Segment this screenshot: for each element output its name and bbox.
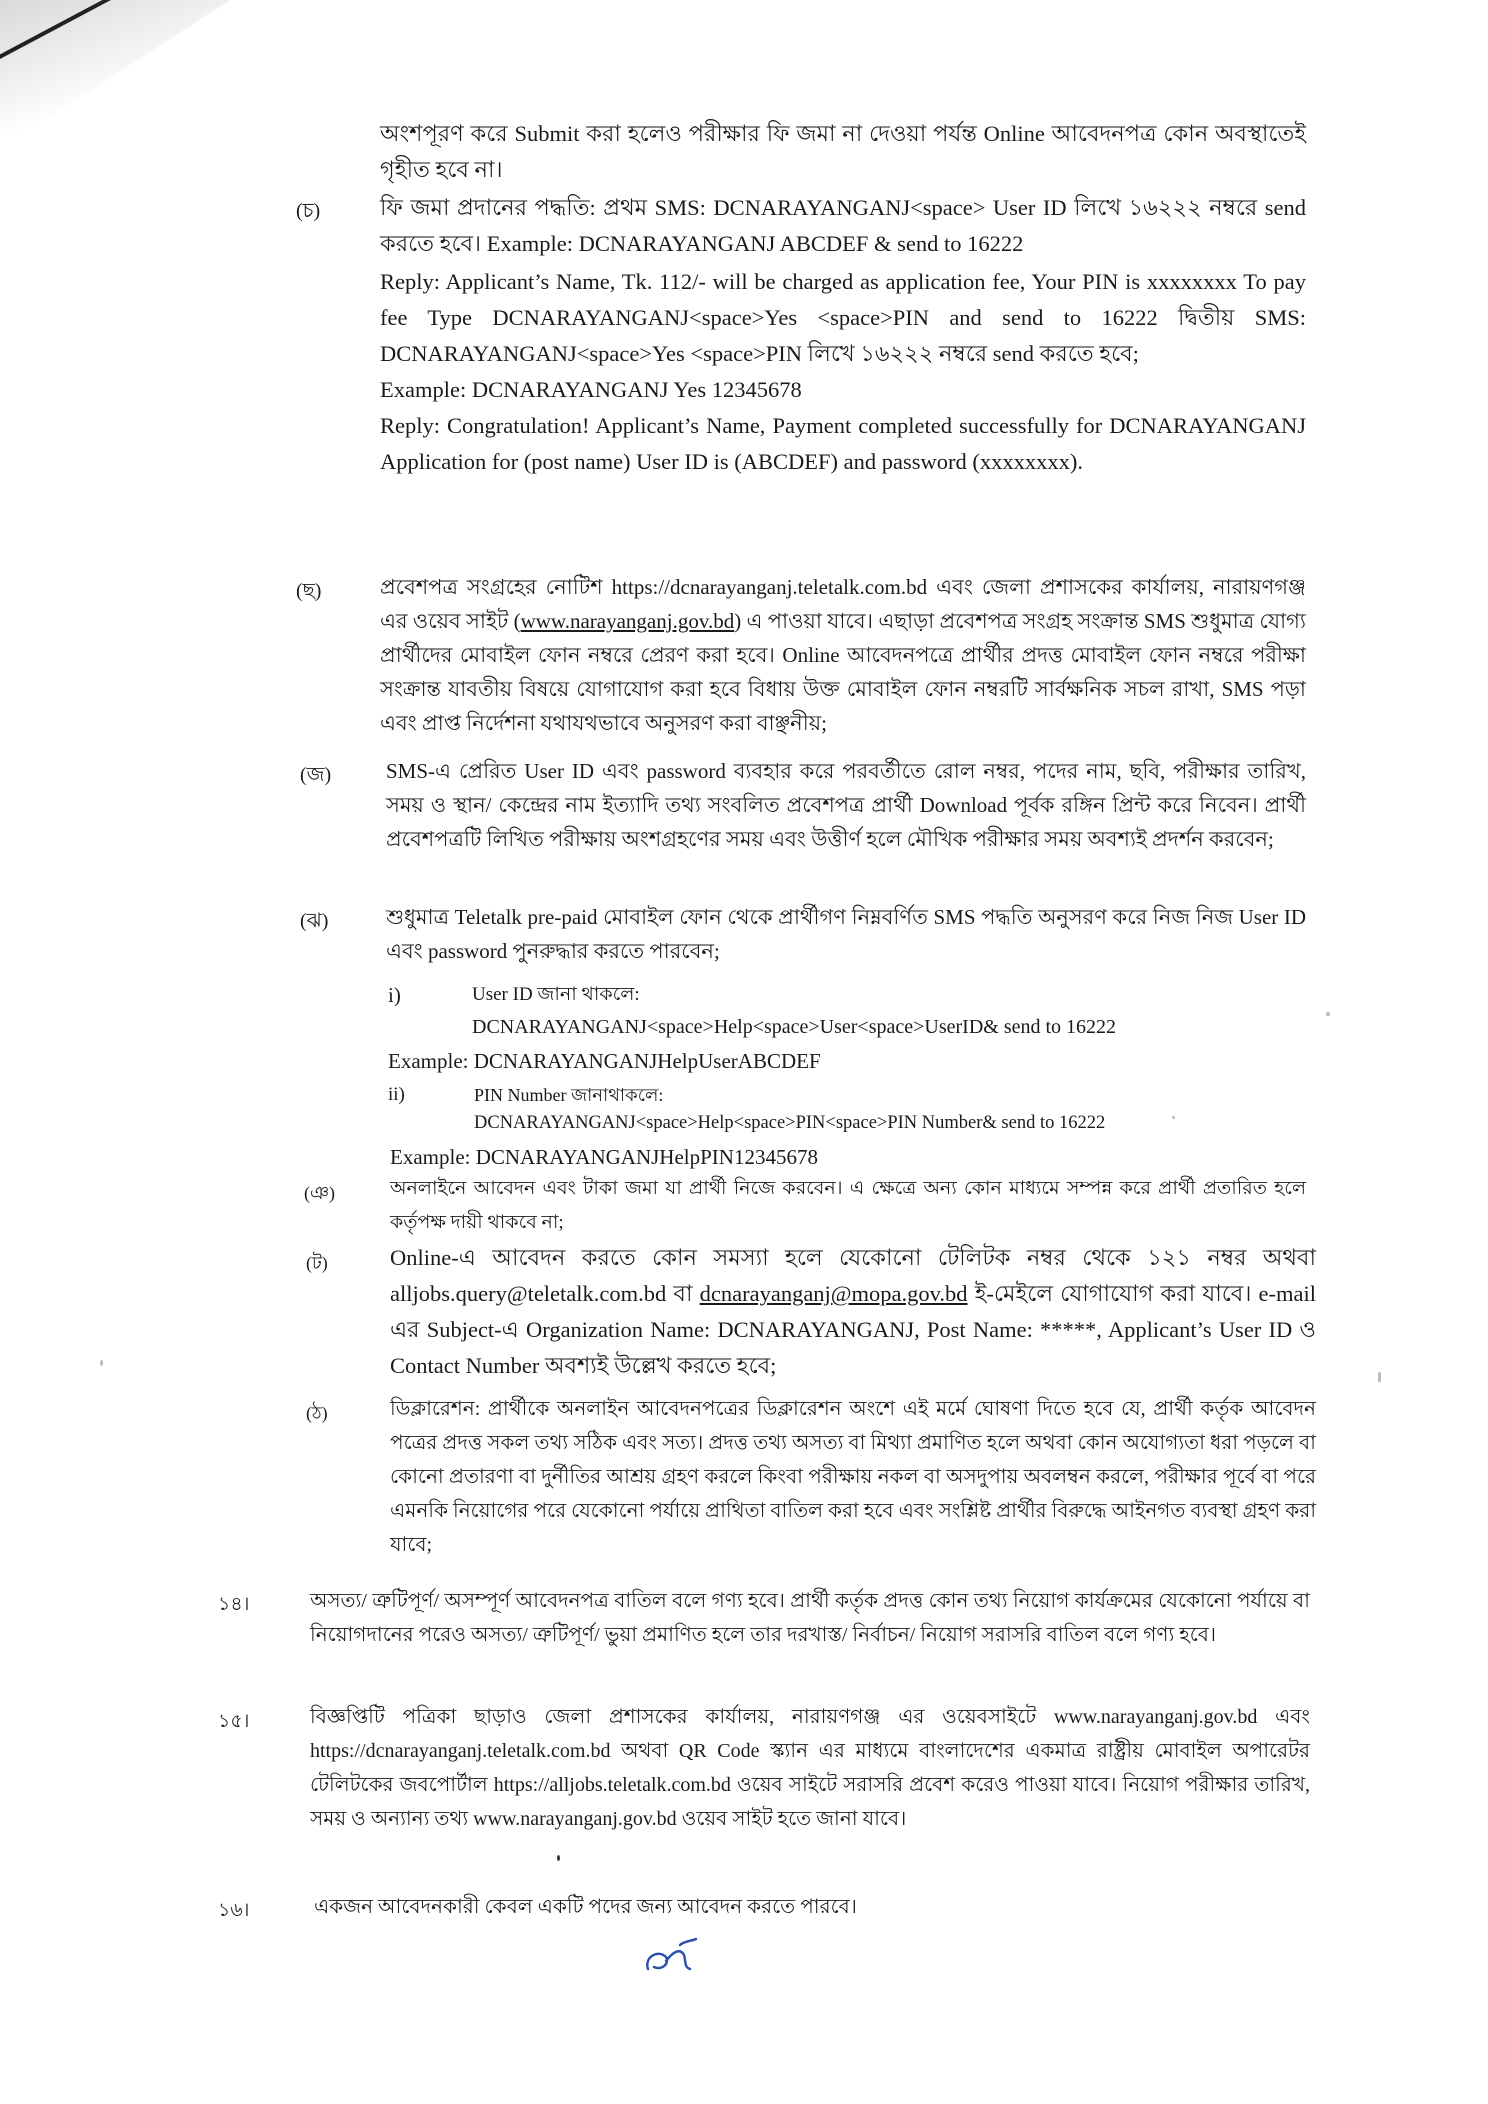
item-ja-marker: (জ) [300,764,332,786]
item-tha-paragraph: ডিক্লারেশন: প্রার্থীকে অনলাইন আবেদনপত্রের ডিক্লারেশন অংশে এই মর্মে ঘোষণা দিতে হবে যে, প্রার্থী কর্তৃক আবেদন পত্রের প্রদত্ত সকল তথ্য সঠিক এবং সত্য। প্রদত্ত তথ্য অসত্য বা মিথ্যা প্রমাণিত হলে অথবা কোন অযোগ্যতা ধরা পড়লে বা কোনো প্রতারণা বা দুর্নীতির আশ্রয় গ্রহণ করলে কিংবা পরীক্ষায় নকল বা অসদুপায় অবলম্বন করলে, পরীক্ষার পূর্বে বা পরে এমনকি নিয়োগের পরে যেকোনো পর্যায়ে প্রাথিতা বাতিল করা হবে এবং সংশ্লিষ্ট প্রার্থীর বিরুদ্ধে আইনগত ব্যবস্থা গ্রহণ করা যাবে; [390,1398,1316,1556]
scan-speck [1378,1372,1381,1382]
item-ta-marker: (ট) [306,1253,328,1273]
item-ta-text-b: ই-মেইলে যোগাযোগ করা যাবে। e-mail এর Subject-এ Organization Name: DCNARAYANGANJ, Post Name: *****, Applicant’s User ID ও Contact Number অবশ্যই উল্লেখ করতে হবে; [390,1281,1316,1378]
item-cha-paragraph-1: ফি জমা প্রদানের পদ্ধতি: প্রথম SMS: DCNARAYANGANJ<space> User ID লিখে ১৬২২২ নম্বরে send করতে হবে। Example: DCNARAYANGANJ ABCDEF & send to 16222 [380,195,1306,256]
item-chha-marker: (ছ) [296,580,322,602]
narayanganj-website-link[interactable]: www.narayanganj.gov.bd [520,609,735,633]
item-cha [380,190,1306,480]
scan-speck [1326,1012,1330,1016]
item-jha-sub2-example: Example: DCNARAYANGANJHelpPIN12345678 [390,1145,818,1169]
item-jha-paragraph: শুধুমাত্র Teletalk pre-paid মোবাইল ফোন থেকে প্রার্থীগণ নিম্নবর্ণিত SMS পদ্ধতি অনুসরণ করে নিজ নিজ User ID এবং password পুনরুদ্ধার করতে পারবেন; [386,905,1306,963]
item-jha-sub1-command: DCNARAYANGANJ<space>Help<space>User<space>UserID& send to 16222 [472,1016,1117,1038]
item-jha-marker: (ঝ) [300,910,329,932]
item-cha-paragraph-2: Reply: Applicant’s Name, Tk. 112/- will be charged as application fee, Your PIN is xxxxxxxx To pay fee Type DCNARAYANGANJ<space>Yes <space>PIN and send to 16222 দ্বিতীয় SMS: DCNARAYANGANJ<space>Yes <space>PIN লিখে ১৬২২২ নম্বরে send করতে হবে; [380,269,1306,366]
item-nya-paragraph: অনলাইনে আবেদন এবং টাকা জমা যা প্রার্থী নিজে করবেন। এ ক্ষেত্রে অন্য কোন মাধ্যমে সম্পন্ন করে প্রার্থী প্রতারিত হলে কর্তৃপক্ষ দায়ী থাকবে না; [390,1178,1306,1233]
item-ta-paragraph [390,1240,1316,1384]
item-jha-sub2-command: DCNARAYANGANJ<space>Help<space>PIN<space>PIN Number& send to 16222 [474,1113,1106,1133]
item-cha-example: Example: DCNARAYANGANJ Yes 12345678 [380,377,802,402]
section-15-marker: ১৫। [218,1711,250,1732]
section-14-marker: ১৪। [218,1594,250,1615]
section-16-paragraph: একজন আবেদনকারী কেবল একটি পদের জন্য আবেদন করতে পারবে। [314,1896,857,1918]
item-jha-sub1-example: Example: DCNARAYANGANJHelpUserABCDEF [388,1049,821,1073]
handwritten-initial-icon [640,1935,700,1985]
item-cha-marker: (চ) [296,200,321,222]
scan-speck [1172,1116,1175,1119]
item-chha-text-b: ) এ পাওয়া যাবে। এছাড়া প্রবেশপত্র সংগ্রহ সংক্রান্ত SMS শুধুমাত্র যোগ্য প্রার্থীদের মোবাইল ফোন নম্বরে প্রেরণ করা হবে। Online আবেদনপত্রে প্রার্থীর প্রদত্ত মোবাইল ফোন নম্বরে পরীক্ষা সংক্রান্ত যাবতীয় বিষয়ে যোগাযোগ করা হবে বিধায় উক্ত মোবাইল ফোন নম্বরটি সার্বক্ষনিক সচল রাখা, SMS পড়া এবং প্রাপ্ত নির্দেশনা যথাযথভাবে অনুসরণ করা বাঞ্ছনীয়; [380,609,1306,735]
item-ja-paragraph: SMS-এ প্রেরিত User ID এবং password ব্যবহার করে পরবর্তীতে রোল নম্বর, পদের নাম, ছবি, পরীক্ষার তারিখ, সময় ও স্থান/ কেন্দ্রের নাম ইত্যাদি তথ্য সংবলিত প্রবেশপত্র প্রার্থী Download পূর্বক রঙ্গিন প্রিন্ট করে নিবেন। প্রার্থী প্রবেশপত্রটি লিখিত পরীক্ষায় অংশগ্রহণের সময় এবং উত্তীর্ণ হলে মৌখিক পরীক্ষার সময় অবশ্যই প্রদর্শন করবেন; [386,759,1306,851]
item-chha-paragraph [380,570,1306,740]
item-chha-text-a: প্রবেশপত্র সংগ্রহের নোটিশ https://dcnarayanganj.teletalk.com.bd এবং জেলা প্রশাসকের কার্যালয়, নারায়ণগঞ্জ এর ওয়েব সাইট ( [380,575,1306,633]
item-ta-text-a: Online-এ আবেদন করতে কোন সমস্যা হলে যেকোনো টেলিটক নম্বর থেকে ১২১ নম্বর অথবা alljobs.query@teletalk.com.bd বা [390,1245,1316,1306]
scan-speck [557,1855,560,1861]
item-jha-sub2-marker: ii) [388,1084,405,1105]
item-jha-sub1-marker: i) [388,983,401,1007]
item-cha-reply: Reply: Congratulation! Applicant’s Name, Payment completed successfully for DCNARAYANGANJ Application for (post name) User ID is (ABCDEF) and password (xxxxxxxx). [380,413,1306,474]
section-15-paragraph: বিজ্ঞপ্তিটি পত্রিকা ছাড়াও জেলা প্রশাসকের কার্যালয়, নারায়ণগঞ্জ এর ওয়েবসাইটে www.narayanganj.gov.bd এবং https://dcnarayanganj.teletalk.com.bd অথবা QR Code স্ক্যান এর মাধ্যমে বাংলাদেশের একমাত্র রাষ্ট্রীয় মোবাইল অপারেটর টেলিটকের জবপোর্টাল https://alljobs.teletalk.com.bd ওয়েব সাইটে সরাসরি প্রবেশ করেও পাওয়া যাবে। নিয়োগ পরীক্ষার তারিখ, সময় ও অন্যান্য তথ্য www.narayanganj.gov.bd ওয়েব সাইট হতে জানা যাবে। [310,1706,1310,1830]
item-tha-marker: (ঠ) [306,1403,328,1423]
page-corner-fold [0,0,230,150]
dc-email-link[interactable]: dcnarayanganj@mopa.gov.bd [699,1281,968,1306]
item-nya-marker: (ঞ) [304,1183,335,1203]
scan-speck [100,1360,103,1366]
section-14-paragraph: অসত্য/ ত্রুটিপূর্ণ/ অসম্পূর্ণ আবেদনপত্র বাতিল বলে গণ্য হবে। প্রার্থী কর্তৃক প্রদত্ত কোন তথ্য নিয়োগ কার্যক্রমের যেকোনো পর্যায়ে বা নিয়োগদানের পরেও অসত্য/ ত্রুটিপূর্ণ/ ভুয়া প্রমাণিত হলে তার দরখাস্ত/ নির্বাচন/ নিয়োগ সরাসরি বাতিল বলে গণ্য হবে। [310,1590,1310,1646]
item-jha-sub1-title: User ID জানা থাকলে: [472,984,640,1005]
section-16-marker: ১৬। [218,1900,250,1921]
item-jha-sub2-title: PIN Number জানাথাকলে: [474,1085,664,1105]
intro-paragraph: অংশপূরণ করে Submit করা হলেও পরীক্ষার ফি জমা না দেওয়া পর্যন্ত Online আবেদনপত্র কোন অবস্থাতেই গৃহীত হবে না। [380,121,1306,182]
